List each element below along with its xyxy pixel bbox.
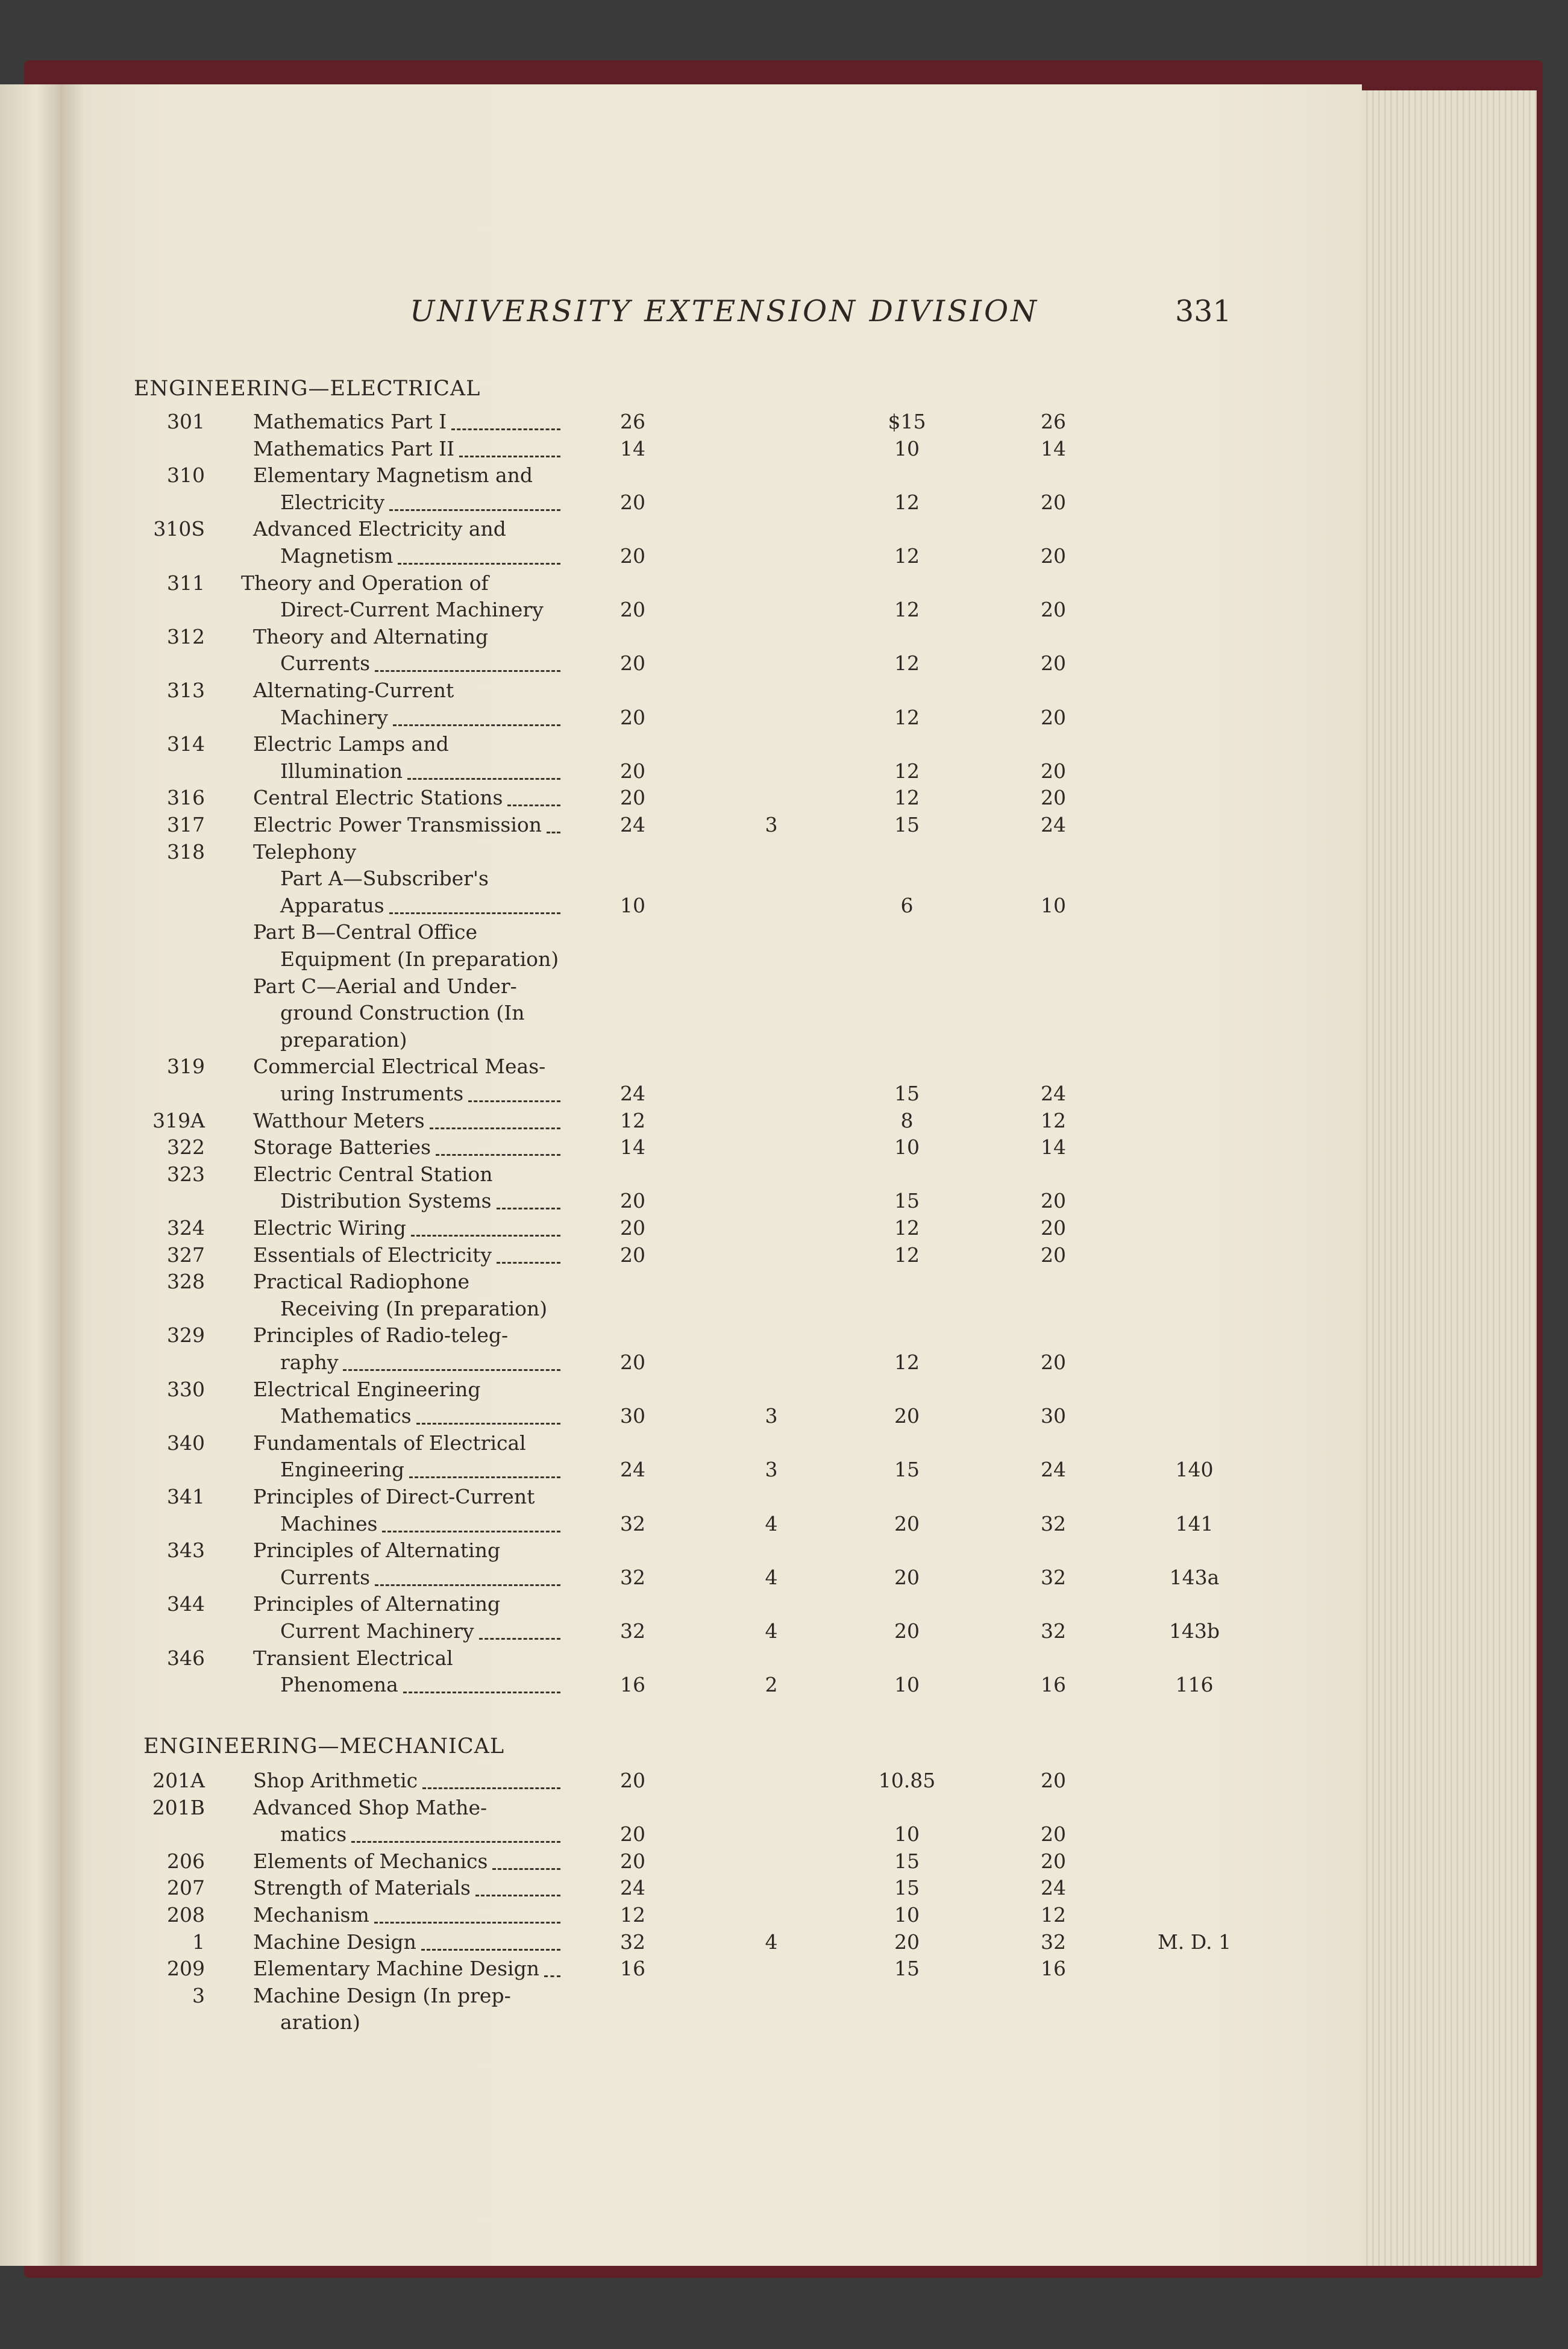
course-title-line xyxy=(253,786,503,809)
value-cell-c3: 6 xyxy=(900,893,914,917)
course-title-line xyxy=(253,1485,535,1508)
value-cell-c1: 20 xyxy=(620,1849,645,1873)
course-title-text: Apparatus xyxy=(280,893,384,917)
value-cell-c2: 3 xyxy=(765,1404,778,1428)
course-title-text: aration) xyxy=(280,2010,360,2034)
course-title-text: Essentials of Electricity xyxy=(253,1243,492,1267)
value-cell-c4: 20 xyxy=(1041,1769,1066,1792)
page-number: 331 xyxy=(1175,294,1232,328)
course-title-text: Practical Radiophone xyxy=(253,1270,470,1294)
course-title-text: Machinery xyxy=(280,705,388,729)
course-title-line xyxy=(253,1270,469,1293)
value-cell-c5: 141 xyxy=(1175,1511,1214,1535)
course-number: 312 xyxy=(167,624,205,648)
value-cell-c1: 32 xyxy=(620,1930,645,1954)
value-cell-c4: 12 xyxy=(1041,1108,1066,1132)
course-title-text: Central Electric Stations xyxy=(253,786,503,810)
dot-leader xyxy=(451,428,560,430)
section-heading: ENGINEERING—MECHANICAL xyxy=(143,1734,505,1758)
value-cell-c1: 32 xyxy=(620,1565,645,1589)
course-title-text: Currents xyxy=(280,651,371,676)
value-cell-c1: 20 xyxy=(620,1216,645,1240)
course-title-line xyxy=(253,1216,406,1240)
course-title-line xyxy=(253,732,449,756)
value-cell-c3: 8 xyxy=(900,1108,914,1132)
course-title-line xyxy=(280,759,403,783)
course-number: 317 xyxy=(167,813,205,836)
value-cell-c1: 16 xyxy=(620,1673,645,1697)
course-title-line xyxy=(280,1566,370,1589)
course-title-line xyxy=(253,1055,545,1078)
course-title-text: Transient Electrical xyxy=(253,1646,453,1670)
value-cell-c2: 4 xyxy=(765,1511,778,1535)
course-number: 206 xyxy=(167,1849,205,1873)
course-number: 346 xyxy=(167,1646,205,1670)
course-title-text: Electric Lamps and xyxy=(253,732,449,756)
course-title-text: Elementary Magnetism and xyxy=(253,463,533,488)
course-title-line xyxy=(253,1646,453,1670)
course-title-line xyxy=(280,1189,492,1212)
course-number: 343 xyxy=(167,1538,205,1563)
course-title-line xyxy=(280,947,559,971)
value-cell-c3: 10.85 xyxy=(878,1769,936,1792)
course-title-line xyxy=(253,463,533,487)
course-title-line xyxy=(253,1592,500,1616)
section-heading: ENGINEERING—ELECTRICAL xyxy=(134,377,481,401)
course-title-text: raphy xyxy=(280,1350,339,1374)
value-cell-c3: 12 xyxy=(894,705,920,729)
value-cell-c3: 20 xyxy=(894,1404,920,1428)
course-title-text: Equipment (In preparation) xyxy=(280,947,559,971)
value-cell-c4: 26 xyxy=(1041,410,1066,433)
course-title-line xyxy=(253,1378,481,1401)
course-title-line xyxy=(253,1323,508,1347)
course-title-text: Advanced Electricity and xyxy=(253,517,506,541)
course-title-text: Advanced Shop Mathe- xyxy=(253,1795,488,1819)
course-title-text: Shop Arithmetic xyxy=(253,1769,418,1792)
value-cell-c1: 20 xyxy=(620,786,645,810)
course-title-line xyxy=(241,571,489,595)
value-cell-c2: 4 xyxy=(765,1619,778,1643)
value-cell-c5: 140 xyxy=(1175,1458,1214,1482)
value-cell-c3: 12 xyxy=(894,598,920,622)
course-title-line xyxy=(253,437,454,460)
course-title-text: uring Instruments xyxy=(280,1082,464,1105)
course-title-line xyxy=(280,867,489,890)
course-number: 324 xyxy=(167,1216,205,1240)
value-cell-c4: 14 xyxy=(1041,1135,1066,1159)
value-cell-c4: 20 xyxy=(1041,1350,1066,1374)
value-cell-c2: 3 xyxy=(765,813,778,836)
value-cell-c4: 20 xyxy=(1041,544,1066,568)
value-cell-c2: 2 xyxy=(765,1673,778,1697)
value-cell-c1: 20 xyxy=(620,598,645,622)
course-title-line xyxy=(253,1162,492,1186)
course-title-text: Fundamentals of Electrical xyxy=(253,1431,526,1455)
value-cell-c5: 143a xyxy=(1169,1565,1220,1589)
value-cell-c1: 30 xyxy=(620,1404,645,1428)
course-number: 327 xyxy=(167,1243,205,1267)
value-cell-c2: 3 xyxy=(765,1458,778,1482)
value-cell-c3: 20 xyxy=(894,1511,920,1535)
course-title-text: matics xyxy=(280,1822,347,1846)
course-number: 310 xyxy=(167,463,205,488)
dot-leader xyxy=(479,1638,560,1640)
dot-leader xyxy=(422,1787,560,1789)
value-cell-c3: 15 xyxy=(894,1849,920,1873)
course-title-text: Theory and Alternating xyxy=(253,624,489,648)
course-title-line xyxy=(280,1673,398,1696)
value-cell-c3: 10 xyxy=(894,1135,920,1159)
course-title-line xyxy=(253,813,542,836)
course-title-line xyxy=(280,1028,407,1052)
course-title-line xyxy=(280,491,384,514)
value-cell-c1: 12 xyxy=(620,1108,645,1132)
running-header: UNIVERSITY EXTENSION DIVISION xyxy=(410,294,1039,328)
value-cell-c1: 20 xyxy=(620,1189,645,1213)
dot-leader xyxy=(389,509,560,511)
course-number: 316 xyxy=(167,786,205,810)
course-title-line xyxy=(253,679,454,702)
dot-leader xyxy=(436,1154,560,1156)
dot-leader xyxy=(497,1262,560,1264)
facing-page-edge xyxy=(0,84,60,2266)
value-cell-c2: 4 xyxy=(765,1565,778,1589)
course-title-line xyxy=(280,894,384,917)
course-title-line xyxy=(253,920,477,944)
value-cell-c1: 20 xyxy=(620,705,645,729)
course-title-text: Telephony xyxy=(253,839,357,864)
value-cell-c1: 32 xyxy=(620,1619,645,1643)
value-cell-c4: 20 xyxy=(1041,1243,1066,1267)
course-title-text: Receiving (In preparation) xyxy=(280,1296,548,1320)
course-number: 314 xyxy=(167,732,205,756)
course-title-line xyxy=(280,598,544,621)
course-title-text: Currents xyxy=(280,1565,371,1589)
value-cell-c1: 20 xyxy=(620,544,645,568)
course-title-line xyxy=(280,1350,338,1374)
value-cell-c1: 20 xyxy=(620,490,645,514)
course-title-line xyxy=(280,1001,525,1024)
dot-leader xyxy=(492,1868,560,1870)
value-cell-c3: 15 xyxy=(894,1957,920,1981)
course-number: 323 xyxy=(167,1162,205,1186)
value-cell-c1: 20 xyxy=(620,651,645,676)
course-title-line xyxy=(253,1984,511,2007)
dot-leader xyxy=(497,1208,560,1209)
value-cell-c4: 20 xyxy=(1041,1849,1066,1873)
value-cell-c3: 10 xyxy=(894,1673,920,1697)
course-title-text: Magnetism xyxy=(280,544,394,568)
course-number: 328 xyxy=(167,1270,205,1294)
course-number: 3 xyxy=(192,1983,205,2007)
dot-leader xyxy=(343,1369,560,1371)
course-number: 310S xyxy=(153,517,205,541)
course-title-text: Current Machinery xyxy=(280,1619,474,1643)
dot-leader xyxy=(475,1895,560,1896)
value-cell-c5: M. D. 1 xyxy=(1157,1930,1232,1954)
value-cell-c4: 16 xyxy=(1041,1673,1066,1697)
value-cell-c1: 20 xyxy=(620,759,645,783)
course-title-line xyxy=(253,974,517,998)
value-cell-c4: 24 xyxy=(1041,1082,1066,1105)
course-title-text: Electric Power Transmission xyxy=(253,813,542,836)
dot-leader xyxy=(507,804,560,806)
dot-leader xyxy=(459,456,560,457)
value-cell-c4: 16 xyxy=(1041,1957,1066,1981)
value-cell-c3: 12 xyxy=(894,759,920,783)
course-title-text: Principles of Radio-teleg- xyxy=(253,1323,509,1347)
value-cell-c3: 20 xyxy=(894,1565,920,1589)
value-cell-c3: 10 xyxy=(894,1903,920,1927)
value-cell-c1: 24 xyxy=(620,1876,645,1900)
value-cell-c4: 20 xyxy=(1041,1189,1066,1213)
course-number: 301 xyxy=(167,410,205,433)
course-title-text: Elementary Machine Design xyxy=(253,1957,539,1981)
course-title-text: preparation) xyxy=(280,1027,407,1052)
course-number: 319A xyxy=(152,1108,205,1132)
course-title-line xyxy=(253,1903,369,1927)
course-title-line xyxy=(280,1512,377,1535)
course-title-line xyxy=(253,840,356,864)
value-cell-c4: 20 xyxy=(1041,786,1066,810)
course-title-line xyxy=(253,1796,487,1819)
course-title-text: Mechanism xyxy=(253,1903,369,1927)
course-title-text: Mathematics xyxy=(280,1404,412,1428)
value-cell-c3: $15 xyxy=(888,410,926,433)
course-title-text: Engineering xyxy=(280,1458,405,1482)
course-number: 344 xyxy=(167,1592,205,1616)
value-cell-c5: 143b xyxy=(1168,1619,1220,1643)
course-title-line xyxy=(280,1297,547,1320)
value-cell-c3: 15 xyxy=(894,1458,920,1482)
value-cell-c4: 24 xyxy=(1041,1876,1066,1900)
course-title-line xyxy=(253,410,447,433)
course-title-text: Commercial Electrical Meas- xyxy=(253,1055,546,1079)
value-cell-c3: 12 xyxy=(894,544,920,568)
dot-leader xyxy=(416,1423,560,1425)
value-cell-c1: 20 xyxy=(620,1769,645,1792)
course-number: 208 xyxy=(167,1903,205,1927)
course-title-line xyxy=(280,651,370,675)
value-cell-c1: 12 xyxy=(620,1903,645,1927)
dot-leader xyxy=(547,832,560,833)
dot-leader xyxy=(430,1127,560,1129)
value-cell-c3: 15 xyxy=(894,1082,920,1105)
value-cell-c4: 20 xyxy=(1041,598,1066,622)
dot-leader xyxy=(468,1100,560,1102)
value-cell-c1: 26 xyxy=(620,410,645,433)
course-title-line xyxy=(253,1135,431,1159)
value-cell-c4: 10 xyxy=(1041,893,1066,917)
course-title-line xyxy=(253,625,488,648)
value-cell-c3: 15 xyxy=(894,813,920,836)
course-title-text: Alternating-Current xyxy=(253,679,454,702)
course-title-text: Principles of Alternating xyxy=(253,1592,501,1616)
course-title-text: Part A—Subscriber's xyxy=(280,867,489,891)
course-number: 201A xyxy=(152,1769,205,1792)
course-title-text: Machines xyxy=(280,1511,378,1535)
value-cell-c4: 24 xyxy=(1041,1458,1066,1482)
value-cell-c3: 20 xyxy=(894,1930,920,1954)
value-cell-c4: 20 xyxy=(1041,1216,1066,1240)
dot-leader xyxy=(351,1841,560,1843)
course-number: 318 xyxy=(167,839,205,864)
course-title-text: Part B—Central Office xyxy=(253,920,478,944)
course-title-text: Theory and Operation of xyxy=(241,571,489,595)
course-title-text: Illumination xyxy=(280,759,403,783)
course-number: 209 xyxy=(167,1957,205,1981)
value-cell-c1: 20 xyxy=(620,1243,645,1267)
value-cell-c4: 20 xyxy=(1041,705,1066,729)
course-title-text: Watthour Meters xyxy=(253,1108,425,1132)
value-cell-c4: 20 xyxy=(1041,490,1066,514)
course-title-text: Principles of Direct-Current xyxy=(253,1485,535,1508)
value-cell-c4: 32 xyxy=(1041,1511,1066,1535)
dot-leader xyxy=(411,1235,560,1237)
value-cell-c4: 20 xyxy=(1041,651,1066,676)
dot-leader xyxy=(375,1584,560,1586)
value-cell-c4: 32 xyxy=(1041,1565,1066,1589)
course-title-text: Storage Batteries xyxy=(253,1135,431,1159)
dot-leader xyxy=(374,1922,560,1924)
dot-leader xyxy=(544,1975,560,1977)
dot-leader xyxy=(393,724,560,726)
dot-leader xyxy=(375,670,560,672)
course-title-text: Machine Design xyxy=(253,1930,416,1954)
course-title-line xyxy=(253,1538,500,1562)
course-title-line xyxy=(253,1431,526,1455)
course-title-line xyxy=(280,1404,412,1428)
value-cell-c1: 16 xyxy=(620,1957,645,1981)
value-cell-c1: 24 xyxy=(620,813,645,836)
course-title-text: Distribution Systems xyxy=(280,1189,492,1213)
course-title-text: Mathematics Part II xyxy=(253,436,455,460)
course-title-line xyxy=(280,1458,404,1481)
value-cell-c4: 32 xyxy=(1041,1619,1066,1643)
course-title-line xyxy=(253,1109,425,1132)
value-cell-c4: 24 xyxy=(1041,813,1066,836)
course-title-line xyxy=(280,1619,474,1643)
course-title-line xyxy=(253,1849,488,1873)
course-title-text: Principles of Alternating xyxy=(253,1538,501,1563)
value-cell-c3: 12 xyxy=(894,1216,920,1240)
dot-leader xyxy=(382,1531,560,1532)
value-cell-c4: 30 xyxy=(1041,1404,1066,1428)
value-cell-c3: 20 xyxy=(894,1619,920,1643)
value-cell-c3: 10 xyxy=(894,1822,920,1846)
value-cell-c1: 10 xyxy=(620,893,645,917)
value-cell-c4: 20 xyxy=(1041,1822,1066,1846)
course-title-line xyxy=(253,1243,492,1267)
course-title-text: Electric Wiring xyxy=(253,1216,406,1240)
course-title-line xyxy=(253,517,506,541)
course-number: 340 xyxy=(167,1431,205,1455)
dot-leader xyxy=(409,1476,560,1478)
value-cell-c4: 20 xyxy=(1041,759,1066,783)
course-number: 207 xyxy=(167,1876,205,1900)
value-cell-c4: 12 xyxy=(1041,1903,1066,1927)
value-cell-c1: 32 xyxy=(620,1511,645,1535)
course-number: 1 xyxy=(192,1930,205,1954)
course-number: 313 xyxy=(167,679,205,702)
course-title-line xyxy=(253,1876,471,1899)
course-title-text: Electrical Engineering xyxy=(253,1377,481,1401)
dot-leader xyxy=(398,563,560,565)
course-title-text: Machine Design (In prep- xyxy=(253,1983,511,2007)
course-title-text: ground Construction (In xyxy=(280,1001,525,1025)
value-cell-c4: 32 xyxy=(1041,1930,1066,1954)
course-title-line xyxy=(253,1930,416,1954)
value-cell-c1: 14 xyxy=(620,436,645,460)
value-cell-c3: 12 xyxy=(894,651,920,676)
course-number: 330 xyxy=(167,1377,205,1401)
course-title-line xyxy=(280,1082,463,1105)
course-number: 201B xyxy=(152,1795,205,1819)
value-cell-c3: 15 xyxy=(894,1189,920,1213)
value-cell-c1: 20 xyxy=(620,1350,645,1374)
value-cell-c1: 24 xyxy=(620,1082,645,1105)
dot-leader xyxy=(403,1692,560,1693)
value-cell-c1: 24 xyxy=(620,1458,645,1482)
dot-leader xyxy=(407,778,560,780)
value-cell-c2: 4 xyxy=(765,1930,778,1954)
value-cell-c1: 20 xyxy=(620,1822,645,1846)
course-title-line xyxy=(253,1957,539,1980)
value-cell-c3: 12 xyxy=(894,1350,920,1374)
value-cell-c3: 12 xyxy=(894,490,920,514)
course-title-text: Mathematics Part I xyxy=(253,410,447,433)
course-title-text: Part C—Aerial and Under- xyxy=(253,974,517,998)
course-title-line xyxy=(280,1822,347,1846)
value-cell-c4: 14 xyxy=(1041,436,1066,460)
course-title-line xyxy=(280,2010,360,2034)
course-number: 329 xyxy=(167,1323,205,1347)
course-number: 311 xyxy=(167,571,205,595)
course-title-line xyxy=(280,706,388,729)
page-edges xyxy=(1362,90,1537,2266)
value-cell-c3: 10 xyxy=(894,436,920,460)
course-title-text: Elements of Mechanics xyxy=(253,1849,488,1873)
course-title-line xyxy=(253,1769,418,1792)
course-title-text: Direct-Current Machinery xyxy=(280,598,544,622)
course-number: 319 xyxy=(167,1055,205,1079)
course-title-text: Electricity xyxy=(280,490,385,514)
course-title-text: Strength of Materials xyxy=(253,1876,471,1900)
course-title-text: Electric Central Station xyxy=(253,1162,493,1186)
course-number: 322 xyxy=(167,1135,205,1159)
value-cell-c3: 15 xyxy=(894,1876,920,1900)
value-cell-c3: 12 xyxy=(894,786,920,810)
value-cell-c3: 12 xyxy=(894,1243,920,1267)
course-title-text: Phenomena xyxy=(280,1673,398,1697)
value-cell-c1: 14 xyxy=(620,1135,645,1159)
value-cell-c5: 116 xyxy=(1175,1673,1214,1697)
course-title-line xyxy=(280,544,393,568)
dot-leader xyxy=(421,1949,560,1951)
course-number: 341 xyxy=(167,1485,205,1508)
dot-leader xyxy=(389,912,560,914)
